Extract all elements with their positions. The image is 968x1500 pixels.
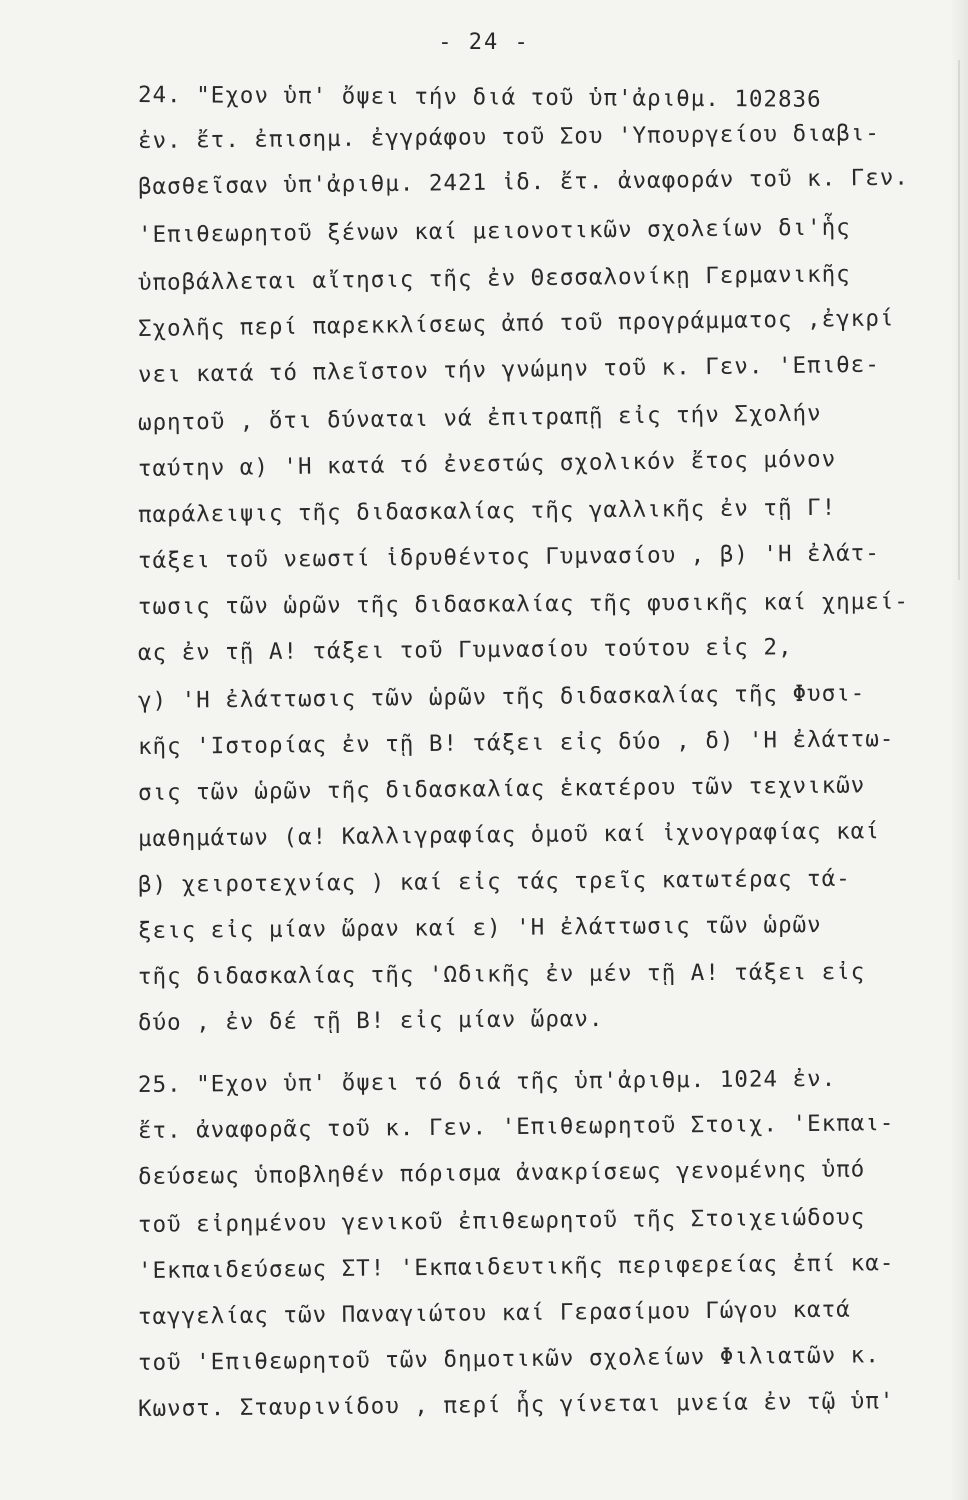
text-line: παράλειψις τῆς διδασκαλίας τῆς γαλλικῆς ἐν τῇ Γ! [137, 494, 837, 528]
text-line: βασθεῖσαν ὑπ'ἀριθμ. 2421 ἰδ. ἔτ. ἀναφοράν τοῦ κ. Γεν. [137, 164, 910, 200]
text-line: Σχολῆς περί παρεκκλίσεως ἀπό τοῦ προγράμματος ,ἐγκρί [137, 305, 895, 342]
page-number: - 24 - [438, 30, 530, 55]
text-line: μαθημάτων (α! Καλλιγραφίας ὁμοῦ καί ἰχνογραφίας καί [137, 818, 880, 852]
text-line: ἐν. ἔτ. ἐπισημ. ἐγγράφου τοῦ Σου 'Υπουργείου διαβι- [137, 120, 880, 154]
text-line: β) χειροτεχνίας ) καί εἰς τάς τρεῖς κατωτέρας τά- [137, 865, 851, 898]
text-line: τωσις τῶν ὡρῶν τῆς διδασκαλίας τῆς φυσικῆς καί χημεί- [137, 588, 910, 620]
text-line: τοῦ 'Επιθεωρητοῦ τῶν δημοτικῶν σχολείων Φιλιατῶν κ. [137, 1342, 880, 1376]
page-edge-shadow [950, 0, 968, 1500]
text-line: ἔτ. ἀναφορᾶς τοῦ κ. Γεν. 'Επιθεωρητοῦ Στοιχ. 'Εκπαι- [137, 1110, 895, 1144]
text-line: τῆς διδασκαλίας τῆς 'Ωδικῆς ἐν μέν τῇ Α! τάξει εἰς [137, 958, 866, 990]
text-line: ας ἐν τῇ Α! τάξει τοῦ Γυμνασίου τούτου εἰς 2, [137, 634, 793, 666]
text-line: ταγγελίας τῶν Παναγιώτου καί Γερασίμου Γώγου κατά [137, 1296, 851, 1330]
text-line: τοῦ εἰρημένου γενικοῦ ἐπιθεωρητοῦ τῆς Στοιχειώδους [137, 1204, 866, 1238]
text-line: 25. "Εχον ὑπ' ὄψει τό διά τῆς ὑπ'ἀριθμ. 1024 ἐν. [137, 1065, 837, 1098]
text-line: δεύσεως ὑποβληθέν πόρισμα ἀνακρίσεως γενομένης ὑπό [137, 1156, 866, 1190]
text-line: ξεις εἰς μίαν ὥραν καί ε) 'Η ἐλάττωσις τῶν ὡρῶν [137, 912, 822, 944]
text-line: νει κατά τό πλεῖστον τήν γνώμην τοῦ κ. Γεν. 'Επιθε- [137, 351, 880, 388]
text-line: κῆς 'Ιστορίας ἐν τῇ Β! τάξει εἰς δύο , δ) 'Η ἐλάττω- [137, 726, 895, 760]
text-line: σις τῶν ὡρῶν τῆς διδασκαλίας ἑκατέρου τῶν τεχνικῶν [137, 772, 866, 806]
text-line: Κωνστ. Σταυρινίδου , περί ἧς γίνεται μνεία ἐν τῷ ὑπ' [137, 1388, 895, 1422]
text-line: ωρητοῦ , ὅτι δύναται νά ἐπιτραπῇ εἰς τήν Σχολήν [137, 400, 822, 436]
text-line: 'Εκπαιδεύσεως ΣΤ! 'Εκπαιδευτικῆς περιφερείας ἐπί κα- [137, 1250, 895, 1284]
text-line: 'Επιθεωρητοῦ ξένων καί μειονοτικῶν σχολείων δι'ἧς [137, 214, 851, 248]
text-line: ταύτην α) 'Η κατά τό ἐνεστώς σχολικόν ἔτος μόνον [137, 446, 837, 482]
text-line: ὑποβάλλεται αἴτησις τῆς ἐν Θεσσαλονίκῃ Γερμανικῆς [137, 261, 851, 296]
text-line: τάξει τοῦ νεωστί ἱδρυθέντος Γυμνασίου , β) 'Η ἐλάτ- [137, 540, 880, 574]
text-line: 24. "Εχον ὑπ' ὄψει τήν διά τοῦ ὑπ'ἀριθμ. 102836 [137, 82, 822, 113]
text-line: δύο , ἐν δέ τῇ Β! εἰς μίαν ὥραν. [137, 1005, 604, 1036]
text-line: γ) 'Η ἐλάττωσις τῶν ὡρῶν τῆς διδασκαλίας τῆς Φυσι- [137, 680, 866, 714]
